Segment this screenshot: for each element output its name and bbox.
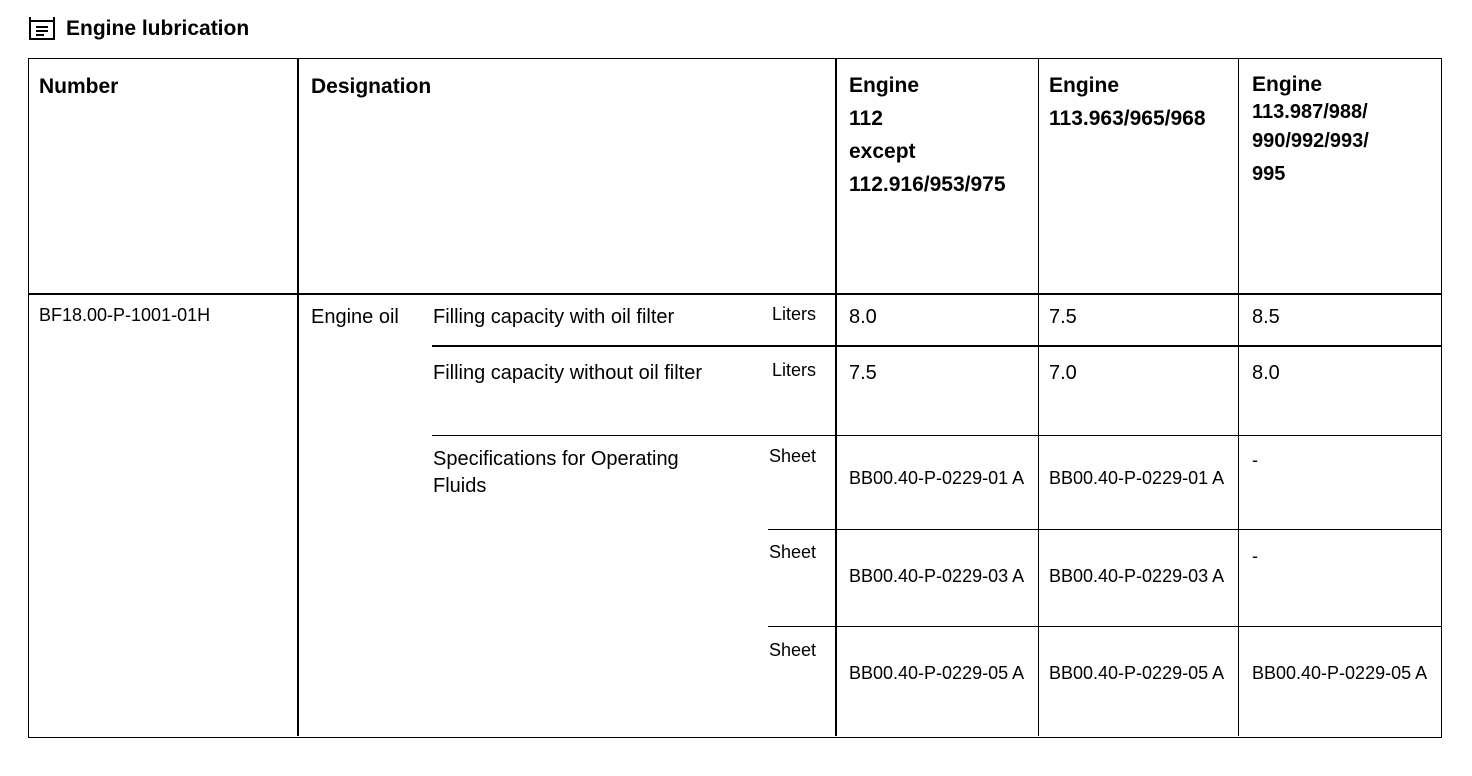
spec-unit: Sheet (769, 446, 817, 466)
col-divider-designation (835, 59, 837, 736)
spec-unit: Sheet (769, 640, 817, 660)
col-divider-number (297, 59, 299, 736)
header-number: Number (39, 75, 119, 98)
header-engine-2: Engine 113.963/965/968 (1049, 74, 1206, 130)
row-divider-4 (768, 626, 1441, 627)
row-designation: Filling capacity with oil filter (433, 306, 675, 328)
col-divider-engine-2 (1238, 59, 1239, 736)
document-list-icon (28, 16, 58, 42)
row-value: 7.5 (849, 362, 877, 384)
spec-value: BB00.40-P-0229-01 A (849, 468, 1025, 488)
spec-value: BB00.40-P-0229-01 A (1049, 468, 1225, 488)
row-divider-1 (432, 345, 1441, 347)
row-value: 8.0 (849, 306, 877, 328)
row-value: 7.0 (1049, 362, 1077, 384)
section-header (28, 12, 249, 46)
row-value: 7.5 (1049, 306, 1077, 328)
spec-designation: Specifications for Operating Fluids (433, 448, 679, 497)
row-divider-3 (768, 529, 1441, 530)
spec-unit: Sheet (769, 542, 817, 562)
spec-value: - (1252, 546, 1258, 566)
group-label: Engine oil (311, 306, 399, 328)
section-title: Engine lubrication (66, 17, 250, 40)
spec-value: - (1252, 450, 1258, 470)
header-designation: Designation (311, 75, 432, 98)
col-divider-engine-1 (1038, 59, 1039, 736)
spec-value: BB00.40-P-0229-05 A (1049, 663, 1225, 683)
engine-lubrication-table (28, 58, 1442, 738)
row-unit: Liters (772, 304, 817, 324)
row-value: 8.0 (1252, 362, 1280, 384)
spec-value: BB00.40-P-0229-03 A (1049, 566, 1225, 586)
row-divider-2 (432, 435, 1441, 436)
spec-value: BB00.40-P-0229-05 A (849, 663, 1025, 683)
spec-value: BB00.40-P-0229-03 A (849, 566, 1025, 586)
spec-value: BB00.40-P-0229-05 A (1252, 663, 1428, 683)
header-engine-1: Engine 112 except 112.916/953/975 (849, 74, 1006, 196)
header-divider (29, 293, 1441, 295)
row-value: 8.5 (1252, 306, 1280, 328)
header-engine-3: Engine 113.987/988/ 990/992/993/ 995 (1252, 73, 1369, 185)
row-unit: Liters (772, 360, 817, 380)
row-designation: Filling capacity without oil filter (433, 362, 702, 384)
number-value: BF18.00-P-1001-01H (39, 305, 211, 325)
